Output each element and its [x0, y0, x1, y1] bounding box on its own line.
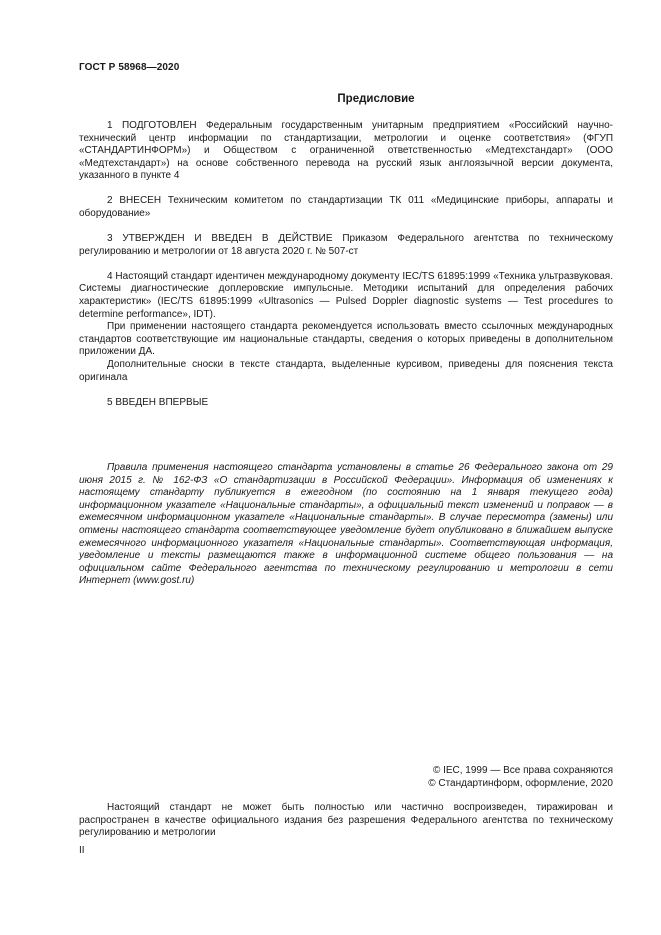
copyright-iec: © IEC, 1999 — Все права сохраняются: [432, 765, 613, 776]
reproduction-notice: Настоящий стандарт не может быть полностью или частично воспроизведен, тиражирован и распространен в качестве официального издания без разрешения Федерального агентства по техническому регулированию и метрологии: [79, 802, 613, 839]
paragraph-submitted: 2 ВНЕСЕН Техническим комитетом по стандартизации ТК 011 «Медицинские приборы, аппараты и оборудование»: [79, 195, 613, 220]
paragraph-approved: 3 УТВЕРЖДЕН И ВВЕДЕН В ДЕЙСТВИЕ Приказом Федерального агентства по техническому регулированию и метрологии от 18 августа 2020 г. № 507-ст: [79, 233, 613, 257]
paragraph-national-standards: При применении настоящего стандарта рекомендуется использовать вместо ссылочных международных стандартов соответствующие им национальные стандарты, сведения о которых приведены в дополнительном приложении ДА.: [79, 321, 613, 358]
rules-notice: Правила применения настоящего стандарта установлены в статье 26 Федерального закона от 29 июня 2015 г. № 162-ФЗ «О стандартизации в Российской Федерации». Информация об изменениях к настоящему стандарту публикуется в ежегодном (по состоянию на 1 января текущего года) информационном указателе «Национальные стандарты», а официальный текст изменений и поправок — в ежемесячном информационном указателе «Национальные стандарты». В случае пересмотра (замены) или отмены настоящего стандарта соответствующее уведомление будет опубликовано в ближайшем выпуске ежемесячного информационного указателя «Национальные стандарты». Соответствующая информация, уведомление и тексты размещаются также в информационной системе общего пользования — на официальном сайте Федерального агентства по техническому регулированию и метрологии в сети Интернет (www.gost.ru): [79, 462, 613, 587]
copyright-standartinform: © Стандартинформ, оформление, 2020: [428, 778, 613, 789]
paragraph-introduced: 5 ВВЕДЕН ВПЕРВЫЕ: [107, 396, 209, 408]
paragraph-prepared: 1 ПОДГОТОВЛЕН Федеральным государственным унитарным предприятием «Российский научно-технический центр информации по стандартизации, метрологии и оценке соответствия» (ФГУП «СТАНДАРТИНФОРМ») и Обществом с ограниченной ответственностью «Медтехстандарт» (ООО «Медтехстандарт») на основе собственного перевода на русский язык англоязычной версии документа, указанного в пункте 4: [79, 120, 613, 182]
document-code: ГОСТ Р 58968—2020: [79, 62, 180, 73]
paragraph-identical: 4 Настоящий стандарт идентичен международному документу IEC/TS 61895:1999 «Техника ультразвуковая. Системы диагностические доплеровские импульсные. Методики испытаний для определения рабочих характеристик» (IEC/TS 61895:1999 «Ultrasonics — Pulsed Doppler diagnostic systems — Test procedures to determine performance», IDT).: [79, 270, 613, 320]
page-number: II: [79, 845, 85, 856]
foreword-body: [79, 120, 613, 409]
paragraph-footnotes: Дополнительные сноски в тексте стандарта, выделенные курсивом, приведены для пояснения текста оригинала: [79, 359, 613, 383]
page-title: Предисловие: [337, 93, 415, 105]
copyright-block: [428, 764, 613, 790]
